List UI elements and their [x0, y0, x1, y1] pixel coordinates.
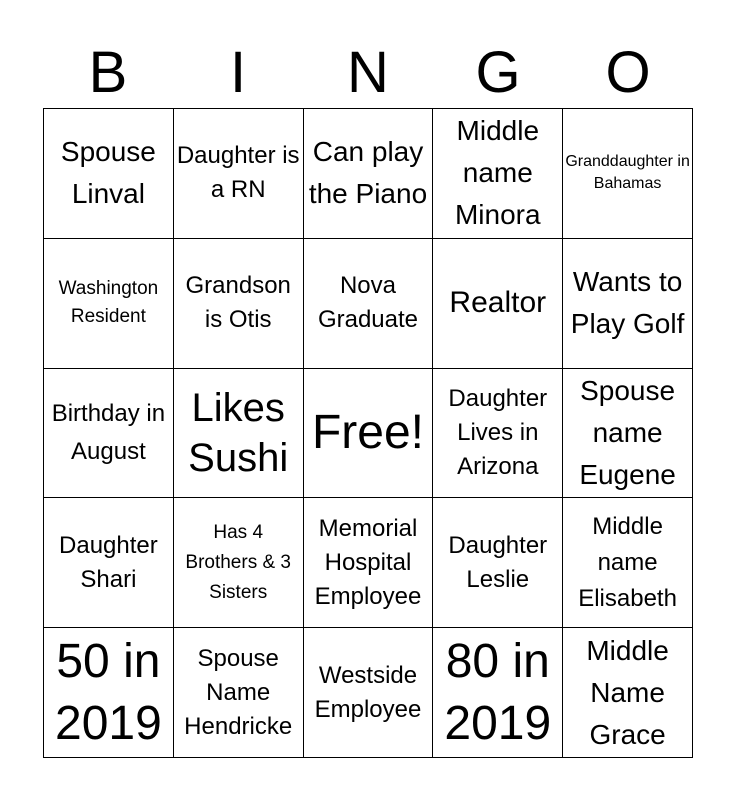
bingo-cell[interactable] — [563, 628, 693, 758]
bingo-cell[interactable] — [563, 369, 693, 499]
bingo-cell[interactable] — [304, 109, 434, 239]
cell-text: Middle name Elisabeth — [578, 512, 677, 612]
cell-text: Granddaughter in Bahamas — [565, 153, 690, 193]
bingo-cell[interactable] — [44, 369, 174, 499]
cell-text: Westside Employee — [314, 661, 422, 723]
cell-text: Memorial Hospital Employee — [314, 514, 422, 610]
cell-text: Wants to Play Golf — [570, 266, 685, 340]
cell-text: Spouse name Eugene — [579, 375, 676, 490]
bingo-cell[interactable] — [44, 239, 174, 369]
free-space-text: Free! — [311, 405, 424, 459]
cell-text: Daughter Lives in Arizona — [448, 384, 548, 480]
header-letter-g: G — [475, 40, 521, 105]
bingo-cell[interactable] — [44, 628, 174, 758]
cell-text: Spouse Linval — [60, 136, 156, 210]
header-letter-n: N — [347, 40, 389, 105]
bingo-cell[interactable] — [304, 369, 434, 499]
cell-text: Daughter is a RN — [176, 142, 300, 204]
bingo-cell[interactable] — [563, 498, 693, 628]
bingo-cell[interactable] — [44, 109, 174, 239]
bingo-cell[interactable] — [174, 109, 304, 239]
bingo-cell[interactable] — [44, 498, 174, 628]
cell-text: Can play the Piano — [308, 136, 428, 210]
bingo-card-grid — [43, 108, 693, 758]
cell-text: Has 4 Brothers & 3 Sisters — [185, 521, 291, 603]
cell-text: 80 in 2019 — [444, 634, 552, 750]
bingo-header — [43, 38, 693, 108]
cell-text: Middle name Minora — [454, 115, 541, 231]
cell-text: Likes Sushi — [188, 385, 289, 480]
cell-text: Grandson is Otis — [185, 272, 291, 334]
bingo-cell[interactable] — [174, 369, 304, 499]
bingo-cell[interactable] — [304, 498, 434, 628]
header-letter-i: I — [229, 40, 247, 105]
bingo-cell[interactable] — [433, 369, 563, 499]
bingo-cell[interactable] — [433, 628, 563, 758]
bingo-cell[interactable] — [433, 109, 563, 239]
bingo-cell[interactable] — [174, 498, 304, 628]
bingo-cell[interactable] — [174, 239, 304, 369]
cell-text: Nova Graduate — [317, 272, 419, 334]
cell-text: Daughter Leslie — [448, 531, 548, 593]
bingo-cell[interactable] — [174, 628, 304, 758]
cell-text: Washington Resident — [58, 278, 159, 328]
bingo-cell[interactable] — [563, 239, 693, 369]
cell-text: Realtor — [449, 286, 547, 320]
cell-text: Daughter Shari — [59, 531, 158, 593]
bingo-cell[interactable] — [304, 628, 434, 758]
header-letter-b: B — [88, 40, 128, 105]
cell-text: Spouse Name Hendricke — [184, 644, 293, 740]
cell-text: 50 in 2019 — [55, 634, 162, 750]
header-letter-o: O — [605, 40, 651, 105]
bingo-cell[interactable] — [563, 109, 693, 239]
bingo-cell[interactable] — [304, 239, 434, 369]
cell-text: Middle Name Grace — [586, 634, 669, 750]
cell-text: Birthday in August — [51, 399, 166, 465]
bingo-cell[interactable] — [433, 498, 563, 628]
bingo-cell[interactable] — [433, 239, 563, 369]
